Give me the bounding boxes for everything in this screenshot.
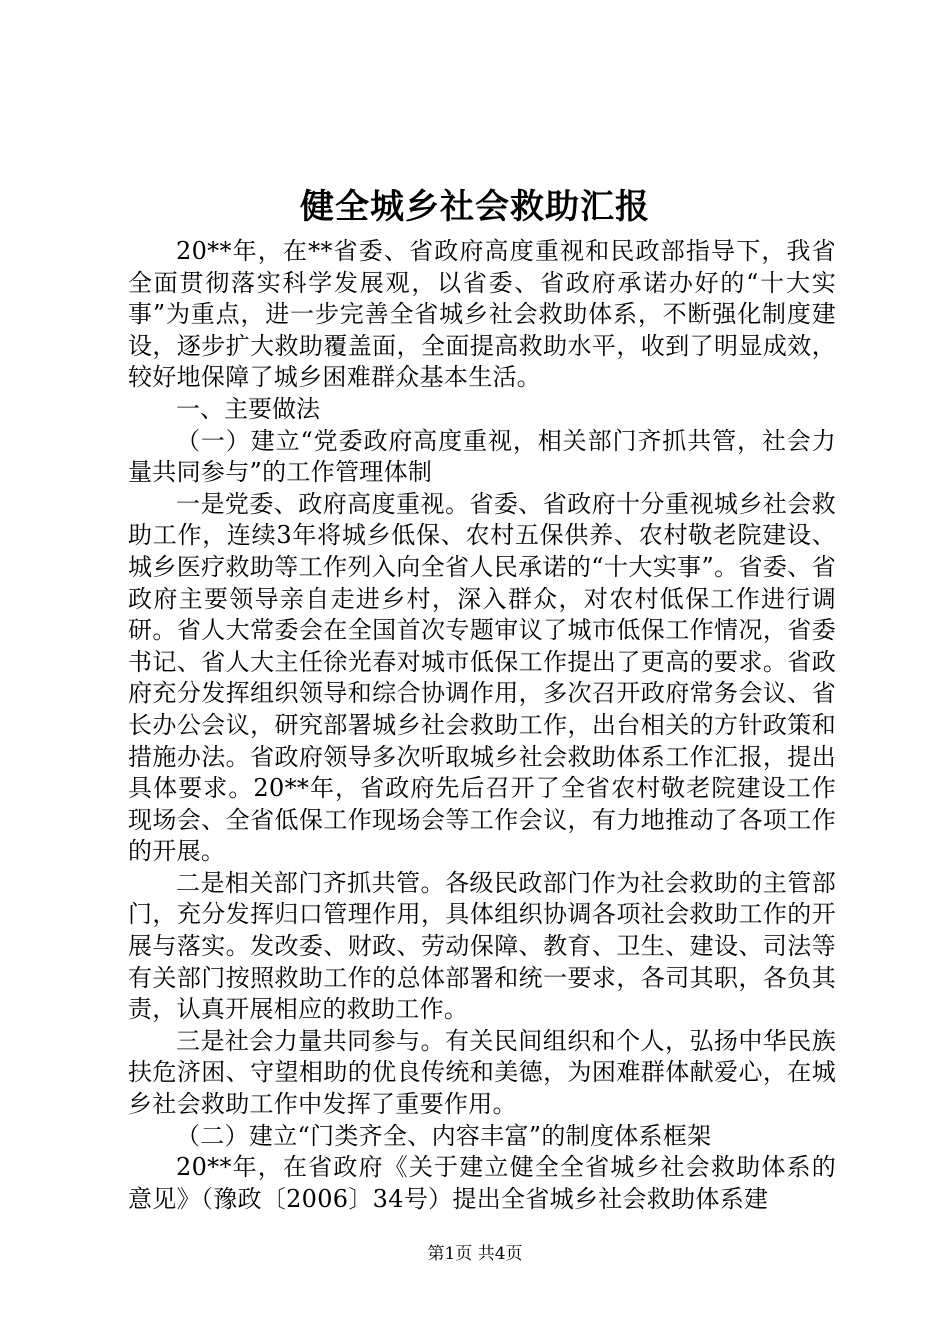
intro-paragraph: 20**年，在**省委、省政府高度重视和民政部指导下，我省全面贯彻落实科学发展观，以省委、省政府承诺办好的“十大实事”为重点，进一步完善全省城乡社会救助体系，不断强化制度建设，逐步扩大救助覆盖面，全面提高救助水平，收到了明显成效，较好地保障了城乡困难群众基本生活。 bbox=[128, 237, 836, 392]
document-body bbox=[128, 236, 836, 1215]
paragraph-departments: 二是相关部门齐抓共管。各级民政部门作为社会救助的主管部门，充分发挥归口管理作用，具体组织协调各项社会救助工作的开展与落实。发改委、财政、劳动保障、教育、卫生、建设、司法等有关部门按照救助工作的总体部署和统一要求，各司其职，各负其责，认真开展相应的救助工作。 bbox=[128, 868, 836, 1024]
paragraph-party-government: 一是党委、政府高度重视。省委、省政府十分重视城乡社会救助工作，连续3年将城乡低保、农村五保供养、农村敬老院建设、城乡医疗救助等工作列入向全省人民承诺的“十大实事”。省委、省政府主要领导亲自走进乡村，深入群众，对农村低保工作进行调研。省人大常委会在全国首次专题审议了城市低保工作情况，省委书记、省人大主任徐光春对城市低保工作提出了更高的要求。省政府充分发挥组织领导和综合协调作用，多次召开政府常务会议、省长办公会议，研究部署城乡社会救助工作，出台相关的方针政策和措施办法。省政府领导多次听取城乡社会救助体系工作汇报，提出具体要求。20**年，省政府先后召开了全省农村敬老院建设工作现场会、全省低保工作现场会等工作会议，有力地推动了各项工作的开展。 bbox=[128, 489, 836, 866]
paragraph-social-forces: 三是社会力量共同参与。有关民间组织和个人，弘扬中华民族扶危济困、守望相助的优良传统和美德，为困难群体献爱心，在城乡社会救助工作中发挥了重要作用。 bbox=[128, 1026, 836, 1119]
paragraph-framework-detail: 20**年，在省政府《关于建立健全全省城乡社会救助体系的意见》（豫政〔2006〕34号）提出全省城乡社会救助体系建 bbox=[128, 1153, 836, 1213]
subsection-heading-system-framework: （二）建立“门类齐全、内容丰富”的制度体系框架 bbox=[176, 1121, 712, 1150]
section-heading-main-practices: 一、主要做法 bbox=[176, 394, 320, 423]
subsection-heading-management-system: （一）建立“党委政府高度重视，相关部门齐抓共管，社会力量共同参与”的工作管理体制 bbox=[128, 426, 836, 487]
document-title: 健全城乡社会救助汇报 bbox=[300, 187, 650, 227]
page-number-footer: 第1页 共4页 bbox=[427, 1244, 523, 1264]
